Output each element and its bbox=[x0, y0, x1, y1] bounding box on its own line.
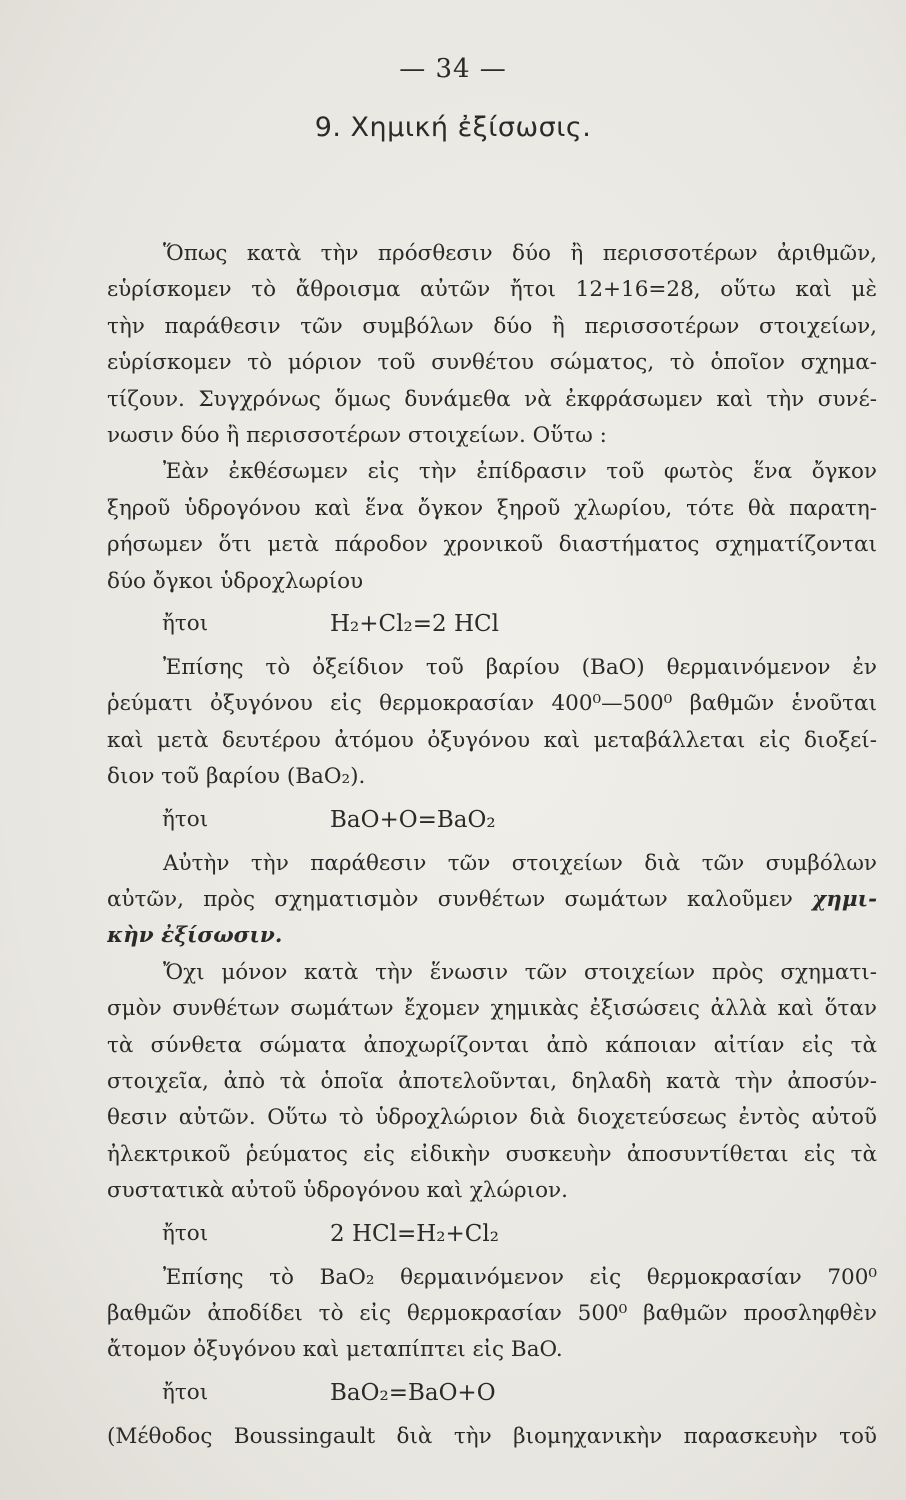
text-line: Αὐτὴν τὴν παράθεσιν τῶν στοιχείων διὰ τῶν συμβόλων bbox=[163, 850, 877, 876]
text-line: τίζουν. Συγχρόνως ὅμως δυνάμεθα νὰ ἐκφράσωμεν καὶ τὴν συνέ- bbox=[107, 386, 877, 412]
text-line: διον τοῦ βαρίου (BaO₂). bbox=[107, 764, 366, 790]
text-line: στοιχεῖα, ἀπὸ τὰ ὁποῖα ἀποτελοῦνται, δηλαδὴ κατὰ τὴν ἀποσύν- bbox=[107, 1069, 877, 1094]
section-heading: 9. Χημική ἐξίσωσις. bbox=[314, 112, 592, 143]
equation-label: ἤτοι bbox=[162, 1379, 209, 1405]
text-line: εὑρίσκομεν τὸ μόριον τοῦ συνθέτου σώματος, τὸ ὁποῖον σχημα- bbox=[107, 350, 877, 376]
equation-label: ἤτοι bbox=[162, 611, 209, 636]
text-line: θεσιν αὐτῶν. Οὕτω τὸ ὑδροχλώριον διὰ διοχετεύσεως ἐντὸς αὐτοῦ bbox=[107, 1105, 877, 1131]
text-line: ξηροῦ ὑδρογόνου καὶ ἕνα ὄγκον ξηροῦ χλωρίου, τότε θὰ παρατη- bbox=[107, 495, 877, 521]
text-line: Ὅπως κατὰ τὴν πρόσθεσιν δύο ἢ περισσοτέρων ἀριθμῶν, bbox=[163, 241, 877, 266]
text-line: ἠλεκτρικοῦ ῥεύματος εἰς εἰδικὴν συσκευὴν ἀποσυντίθεται εἰς τὰ bbox=[107, 1141, 877, 1167]
text-line: τὰ σύνθετα σώματα ἀποχωρίζονται ἀπὸ κάποιαν αἰτίαν εἰς τὰ bbox=[107, 1032, 877, 1058]
text-line bbox=[107, 882, 877, 918]
text-fragment: αὐτῶν, πρὸς σχηματισμὸν συνθέτων σωμάτων καλοῦμεν bbox=[107, 887, 813, 912]
text-line: συστατικὰ αὐτοῦ ὑδρογόνου καὶ χλώριον. bbox=[107, 1178, 568, 1204]
text-line: σμὸν συνθέτων σωμάτων ἔχομεν χημικὰς ἐξισώσεις ἀλλὰ καὶ ὅταν bbox=[107, 996, 877, 1022]
equation-label: ἤτοι bbox=[162, 1220, 209, 1246]
text-line: καὶ μετὰ δευτέρου ἀτόμου ὀξυγόνου καὶ μεταβάλλεται εἰς διοξεί- bbox=[107, 727, 877, 753]
text-line: τὴν παράθεσιν τῶν συμβόλων δύο ἢ περισσοτέρων στοιχείων, bbox=[107, 313, 877, 339]
term-chemical-equation: χημι- bbox=[812, 887, 877, 912]
chemical-equation: 2 HCl=H₂+Cl₂ bbox=[330, 1220, 499, 1247]
text-line: ρήσωμεν ὅτι μετὰ πάροδον χρονικοῦ διαστήματος σχηματίζονται bbox=[107, 532, 877, 558]
text-line: βαθμῶν ἀποδίδει τὸ εἰς θερμοκρασίαν 500⁰ βαθμῶν προσληφθὲν bbox=[107, 1301, 877, 1326]
equation-label: ἤτοι bbox=[162, 806, 209, 832]
text-line: νωσιν δύο ἢ περισσοτέρων στοιχείων. Οὕτω : bbox=[107, 423, 607, 448]
text-line: (Μέθοδος Boussingault διὰ τὴν βιομηχανικὴν παρασκευὴν τοῦ bbox=[107, 1423, 877, 1449]
chemical-equation: BaO+O=BaO₂ bbox=[330, 806, 496, 833]
chemical-equation: BaO₂=BaO+O bbox=[330, 1379, 496, 1406]
text-line: Ἐπίσης τὸ ὀξείδιον τοῦ βαρίου (BaO) θερμαινόμενον ἐν bbox=[163, 655, 877, 680]
text-line: ἄτομον ὀξυγόνου καὶ μεταπίπτει εἰς BaO. bbox=[107, 1337, 563, 1363]
page-number: — 34 — bbox=[399, 54, 507, 84]
text-line: δύο ὄγκοι ὑδροχλωρίου bbox=[107, 568, 364, 594]
term-chemical-equation-end: κὴν ἐξίσωσιν. bbox=[107, 923, 283, 949]
text-line: εὑρίσκομεν τὸ ἄθροισμα αὐτῶν ἤτοι 12+16=28, οὕτω καὶ μὲ bbox=[107, 277, 877, 303]
text-line: Ἐπίσης τὸ BaO₂ θερμαινόμενον εἰς θερμοκρασίαν 700⁰ bbox=[163, 1264, 877, 1290]
text-line: Ἐὰν ἐκθέσωμεν εἰς τὴν ἐπίδρασιν τοῦ φωτὸς ἕνα ὄγκον bbox=[163, 459, 877, 485]
chemical-equation: H₂+Cl₂=2 HCl bbox=[330, 611, 499, 637]
text-line: ῥεύματι ὀξυγόνου εἰς θερμοκρασίαν 400⁰—500⁰ βαθμῶν ἑνοῦται bbox=[107, 691, 877, 717]
text-line: Ὄχι μόνον κατὰ τὴν ἕνωσιν τῶν στοιχείων πρὸς σχηματι- bbox=[163, 959, 877, 985]
